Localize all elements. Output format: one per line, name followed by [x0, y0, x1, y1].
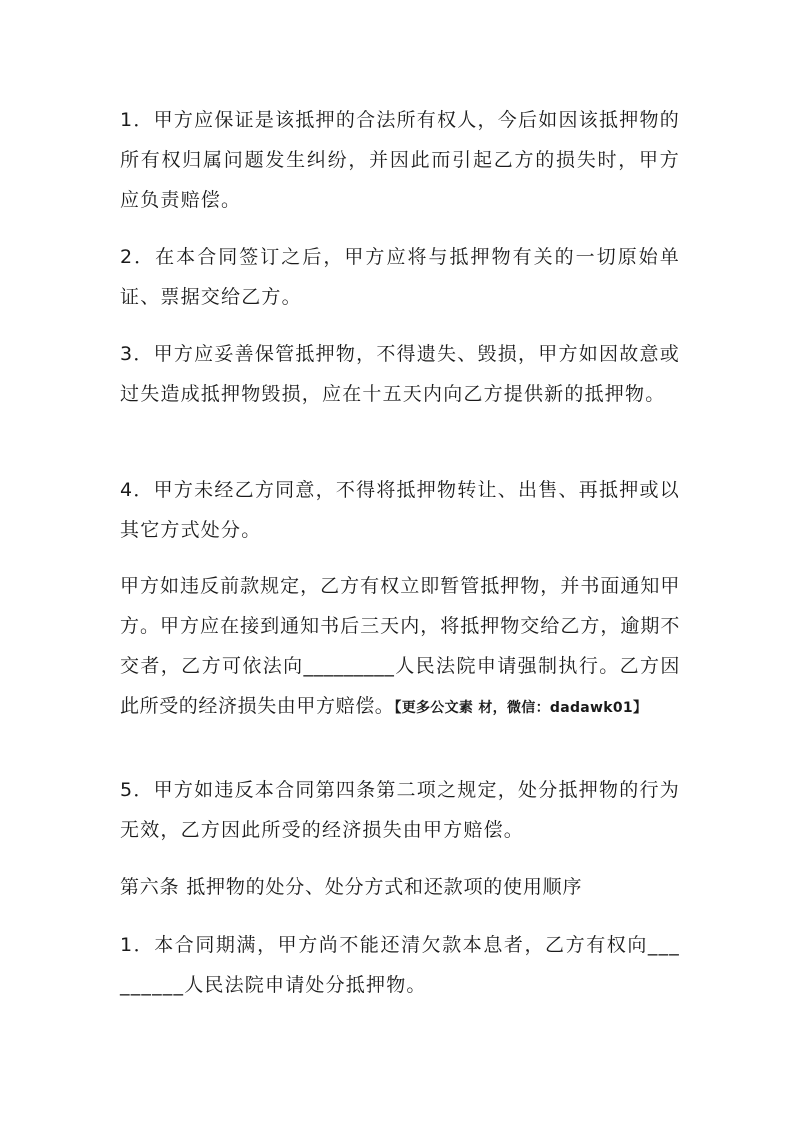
source-note: 【更多公文素 材，微信：dadawk01】	[394, 700, 648, 716]
enforcement-text: 甲方如违反前款规定，乙方有权立即暂管抵押物，并书面通知甲方。甲方应在接到通知书后三天内，将抵押物交给乙方，逾期不交者，乙方可依法向_________人民法院申请强制执行。乙方因此所受的经济损失由甲方赔偿。	[120, 575, 680, 717]
article-6-clause-1-paragraph: 1．本合同期满，甲方尚不能还清欠款本息者，乙方有权向_________人民法院申请处分抵押物。	[120, 934, 680, 996]
enforcement-paragraph	[120, 566, 680, 728]
clause-3-paragraph: 3．甲方应妥善保管抵押物，不得遗失、毁损，甲方如因故意或过失造成抵押物毁损，应在十五天内向乙方提供新的抵押物。	[120, 343, 680, 405]
clause-2-paragraph: 2．在本合同签订之后，甲方应将与抵押物有关的一切原始单证、票据交给乙方。	[120, 246, 680, 308]
clause-4-paragraph: 4．甲方未经乙方同意，不得将抵押物转让、出售、再抵押或以其它方式处分。	[120, 479, 680, 541]
article-6-heading: 第六条 抵押物的处分、处分方式和还款项的使用顺序	[120, 876, 583, 898]
clause-5-paragraph: 5．甲方如违反本合同第四条第二项之规定，处分抵押物的行为无效，乙方因此所受的经济损失由甲方赔偿。	[120, 779, 680, 841]
clause-1-paragraph: 1．甲方应保证是该抵押的合法所有权人，今后如因该抵押物的所有权归属问题发生纠纷，并因此而引起乙方的损失时，甲方应负责赔偿。	[120, 109, 680, 211]
